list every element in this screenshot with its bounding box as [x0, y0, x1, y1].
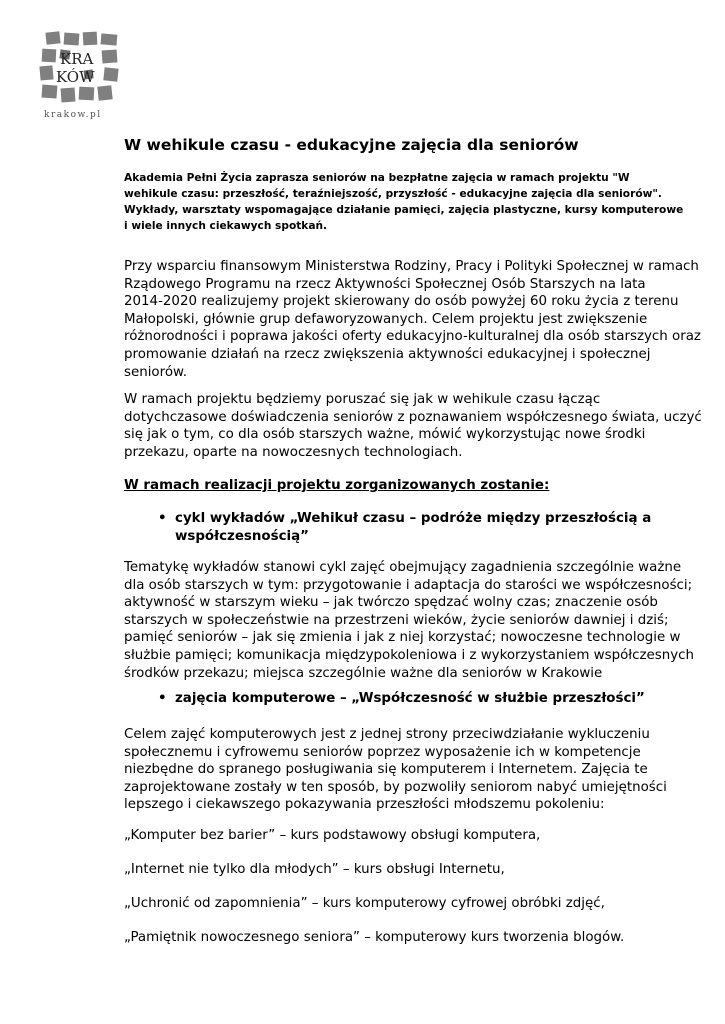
section-heading: W ramach realizacji projektu zorganizowanych zostanie:	[124, 478, 550, 493]
paragraph-project	[124, 391, 706, 461]
bullet-icon: •	[158, 691, 167, 706]
paragraph-line: dla osób starszych w tym: przygotowanie i adaptacja do starości we współczesności;	[124, 577, 693, 593]
paragraph-lectures	[124, 559, 706, 682]
intro-line: i wiele innych ciekawych spotkań.	[124, 220, 328, 232]
bullet-text	[175, 510, 651, 545]
intro-line: wehikule czasu: przeszłość, teraźniejszość, przyszłość - edukacyjne zajęcia dla seniorów".	[124, 188, 662, 200]
svg-text:KÓW: KÓW	[56, 68, 95, 86]
paragraph-line: aktywność w starszym wieku – jak twórczo spędzać wolny czas; znaczenie osób	[124, 595, 658, 611]
course-item: „Uchronić od zapomnienia” – kurs komputerowy cyfrowej obróbki zdjęć,	[124, 896, 605, 911]
intro-paragraph	[124, 170, 706, 234]
krakow-logo	[36, 30, 126, 122]
paragraph-line: różnorodności i poprawa jakości oferty edukacyjno-kulturalnej dla osób starszych oraz	[124, 329, 701, 345]
krakow-logo-mark	[36, 30, 126, 110]
paragraph-line: seniorów.	[124, 364, 187, 380]
course-item: „Internet nie tylko dla młodych” – kurs obsługi Internetu,	[124, 862, 505, 877]
intro-line: Wykłady, warsztaty wspomagające działanie pamięci, zajęcia plastyczne, kursy komputerowe	[124, 204, 684, 216]
svg-text:KRA: KRA	[60, 50, 94, 68]
paragraph-line: promowanie działań na rzecz zwiększenia aktywności edukacyjnej i społecznej	[124, 346, 651, 362]
bullet-line: cykl wykładów „Wehikuł czasu – podróże między przeszłością a	[175, 511, 652, 526]
paragraph-line: Tematykę wykładów stanowi cykl zajęć obejmujący zagadnienia szczególnie ważne	[124, 560, 682, 575]
paragraph-line: W ramach projektu będziemy poruszać się jak w wehikule czasu łącząc	[124, 392, 601, 407]
paragraph-line: Rządowego Programu na rzecz Aktywności Społecznej Osób Starszych na lata	[124, 276, 646, 292]
bullet-line: współczesnością”	[175, 528, 309, 544]
paragraph-line: lepszego i ciekawszego pokazywania przeszłości młodszemu pokoleniu:	[124, 797, 605, 813]
course-item: „Komputer bez barier” – kurs podstawowy obsługi komputera,	[124, 828, 541, 843]
logo-caption: krakow.pl	[44, 110, 102, 120]
paragraph-computer	[124, 726, 706, 814]
paragraph-line: społecznemu i cyfrowemu seniorów poprzez wyposażenie ich w kompetencje	[124, 744, 641, 760]
paragraph-funding	[124, 258, 706, 381]
bullet-icon: •	[158, 511, 167, 526]
paragraph-line: przekazu, oparte na nowoczesnych technologiach.	[124, 444, 463, 460]
bullet-text: zajęcia komputerowe – „Współczesność w służbie przeszłości”	[175, 691, 645, 706]
intro-line: Akademia Pełni Życia zaprasza seniorów na bezpłatne zajęcia w ramach projektu "W	[124, 172, 630, 184]
course-item: „Pamiętnik nowoczesnego seniora” – komputerowy kurs tworzenia blogów.	[124, 930, 625, 945]
paragraph-line: Przy wsparciu finansowym Ministerstwa Rodziny, Pracy i Polityki Społecznej w ramach	[124, 259, 699, 274]
paragraph-line: Celem zajęć komputerowych jest z jednej strony przeciwdziałanie wykluczeniu	[124, 727, 650, 742]
paragraph-line: dotychczasowe doświadczenia seniorów z poznawaniem współczesnego świata, uczyć	[124, 409, 702, 425]
paragraph-line: starszych w społeczeństwie na przestrzeni wieków, życie seniorów dawniej i dziś;	[124, 612, 669, 628]
paragraph-line: 2014-2020 realizujemy projekt skierowany do osób powyżej 60 roku życia z terenu	[124, 294, 679, 310]
paragraph-line: niezbędne do spranego posługiwania się komputerem i Internetem. Zajęcia te	[124, 762, 648, 778]
page-title: W wehikule czasu - edukacyjne zajęcia dla seniorów	[124, 136, 579, 154]
paragraph-line: się jak o tym, co dla osób starszych ważne, mówić wykorzystując nowe środki	[124, 427, 646, 443]
paragraph-line: pamięć seniorów – jak się zmienia i jak z niej korzystać; nowoczesne technologie w	[124, 630, 681, 646]
paragraph-line: środków przekazu; miejsca szczególnie ważne dla seniorów w Krakowie	[124, 665, 603, 681]
paragraph-line: Małopolski, głównie grup defaworyzowanych. Celem projektu jest zwiększenie	[124, 311, 648, 327]
paragraph-line: zaprojektowane zostały w ten sposób, by pozwoliły seniorom nabyć umiejętności	[124, 779, 667, 795]
paragraph-line: służbie pamięci; komunikacja międzypokoleniowa i z wykorzystaniem współczesnych	[124, 647, 694, 663]
